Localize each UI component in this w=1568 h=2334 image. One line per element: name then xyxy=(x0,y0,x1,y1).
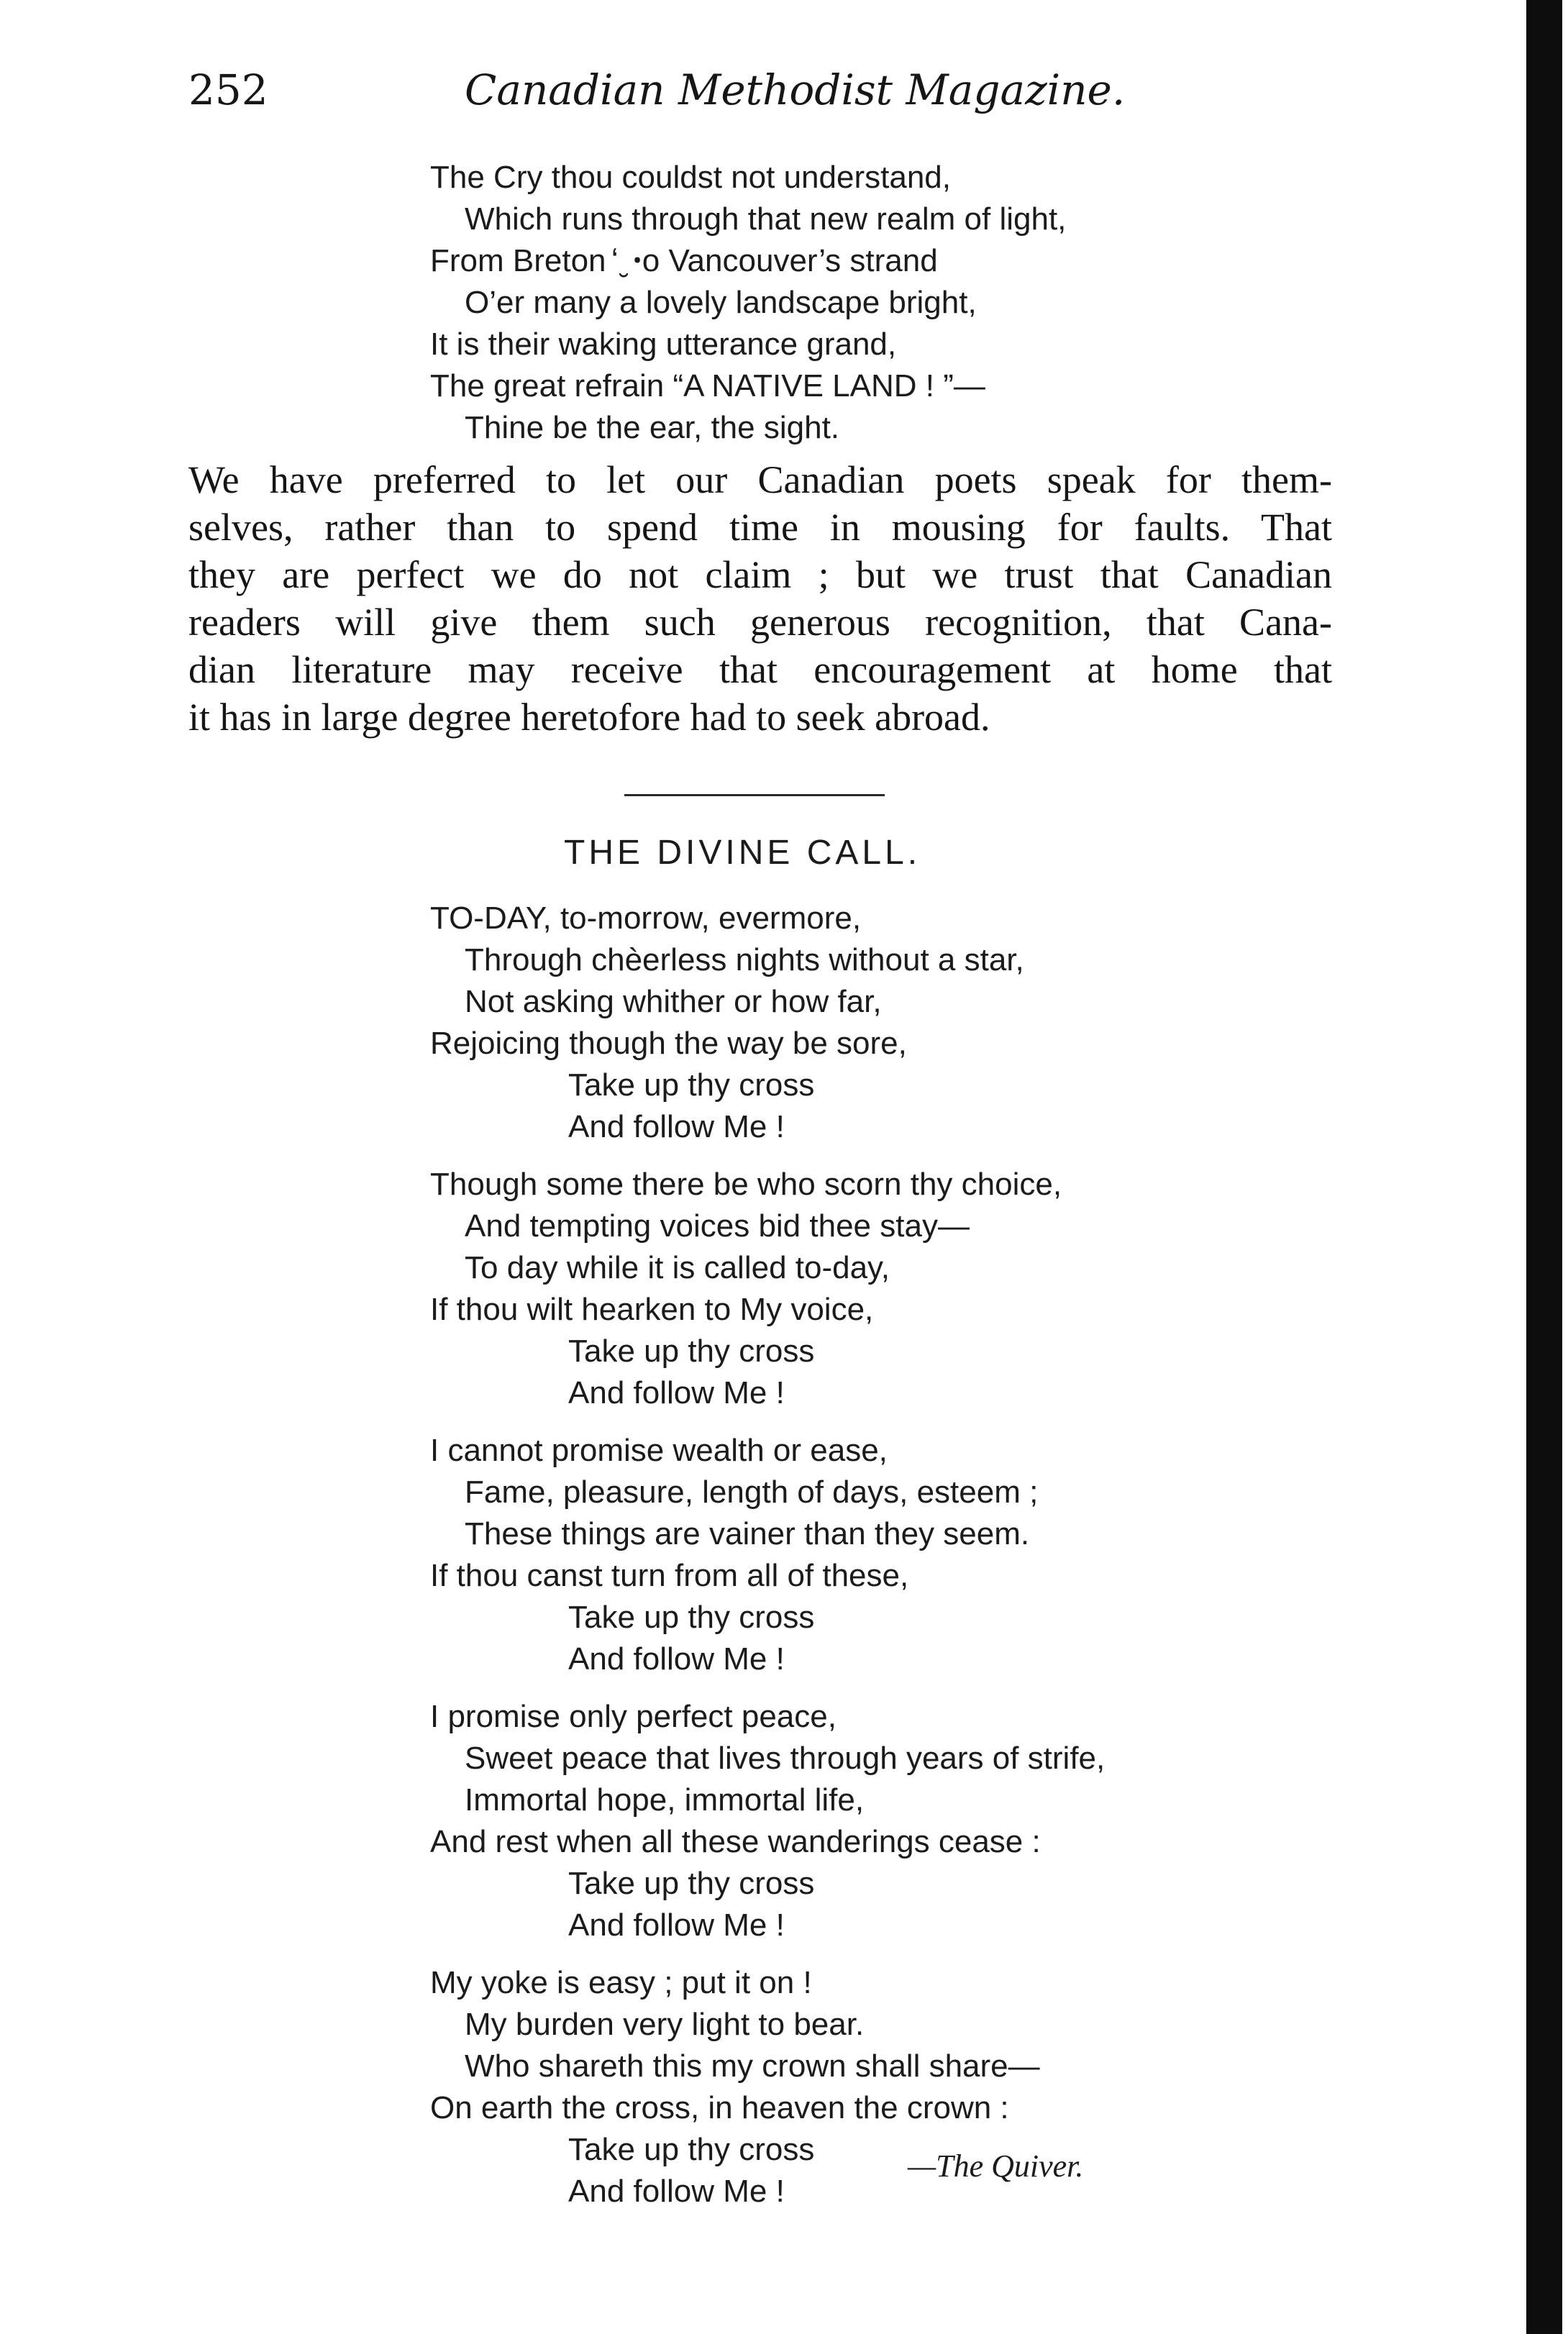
poem-line: Though some there be who scorn thy choice, xyxy=(430,1167,1062,1202)
refrain-line: And follow Me ! xyxy=(568,1375,785,1410)
poem-stanza-3 xyxy=(430,1430,1038,1680)
poem-line: TO-DAY, to-morrow, evermore, xyxy=(430,901,862,936)
poem-line: Thine be the ear, the sight. xyxy=(465,410,840,445)
poem-line: To day while it is called to-day, xyxy=(465,1250,890,1285)
poem-line: If thou canst turn from all of these, xyxy=(430,1558,909,1593)
editorial-paragraph xyxy=(188,456,1332,741)
poem-line: The great refrain “A NATIVE LAND ! ”— xyxy=(430,368,985,404)
paragraph-line: We have preferred to let our Canadian poets speak for them- xyxy=(188,458,1332,501)
poem-line: Which runs through that new realm of light, xyxy=(465,201,1067,237)
paragraph-line: readers will give them such generous recognition, that Cana- xyxy=(188,601,1332,644)
section-divider xyxy=(624,794,885,796)
previous-poem-ending xyxy=(430,157,1066,449)
poem-line: Not asking whither or how far, xyxy=(465,984,882,1019)
refrain-line: Take up thy cross xyxy=(568,2132,815,2167)
poem-line: I cannot promise wealth or ease, xyxy=(430,1433,888,1468)
refrain-line: Take up thy cross xyxy=(568,1866,815,1901)
paragraph-line: it has in large degree heretofore had to seek abroad. xyxy=(188,696,990,739)
paragraph-line: dian literature may receive that encouragement at home that xyxy=(188,648,1332,691)
refrain-line: And follow Me ! xyxy=(568,1641,785,1677)
refrain-line: And follow Me ! xyxy=(568,2174,785,2209)
poem-line: Through chèerless nights without a star, xyxy=(465,942,1024,977)
scan-edge-shadow xyxy=(1526,0,1562,2334)
poem-attribution: —The Quiver. xyxy=(908,2148,1084,2184)
poem-title: THE DIVINE CALL. xyxy=(564,834,921,872)
poem-line: Immortal hope, immortal life, xyxy=(465,1782,865,1818)
refrain-line: Take up thy cross xyxy=(568,1334,815,1369)
refrain-line: Take up thy cross xyxy=(568,1067,815,1103)
running-title: Canadian Methodist Magazine. xyxy=(465,65,1126,114)
page-number: 252 xyxy=(188,65,268,114)
poem-line: Rejoicing though the way be sore, xyxy=(430,1026,907,1061)
poem-line: If thou wilt hearken to My voice, xyxy=(430,1292,874,1327)
poem-line: I promise only perfect peace, xyxy=(430,1699,837,1734)
poem-stanza-2 xyxy=(430,1164,1062,1414)
poem-line: From Breton ̒ ̮ ꞏo Vancouver’s strand xyxy=(430,243,938,278)
poem-line: It is their waking utterance grand, xyxy=(430,327,897,362)
poem-line: And tempting voices bid thee stay— xyxy=(465,1208,970,1244)
poem-line: Who shareth this my crown shall share— xyxy=(465,2048,1040,2084)
poem-line: The Cry thou couldst not understand, xyxy=(430,160,951,195)
poem-line: And rest when all these wanderings cease : xyxy=(430,1824,1041,1859)
poem-line: O’er many a lovely landscape bright, xyxy=(465,285,977,320)
poem-line: On earth the cross, in heaven the crown : xyxy=(430,2090,1009,2125)
poem-line: Fame, pleasure, length of days, esteem ; xyxy=(465,1474,1039,1510)
poem-line: My burden very light to bear. xyxy=(465,2007,865,2042)
poem-line: These things are vainer than they seem. xyxy=(465,1516,1030,1551)
poem-stanza-4 xyxy=(430,1696,1105,1946)
poem-line: Sweet peace that lives through years of strife, xyxy=(465,1741,1106,1776)
refrain-line: Take up thy cross xyxy=(568,1600,815,1635)
paragraph-line: they are perfect we do not claim ; but we trust that Canadian xyxy=(188,553,1332,596)
refrain-line: And follow Me ! xyxy=(568,1109,785,1144)
refrain-line: And follow Me ! xyxy=(568,1907,785,1943)
poem-line: My yoke is easy ; put it on ! xyxy=(430,1965,812,2000)
poem-stanza-1 xyxy=(430,898,1024,1148)
paragraph-line: selves, rather than to spend time in mousing for faults. That xyxy=(188,506,1332,549)
